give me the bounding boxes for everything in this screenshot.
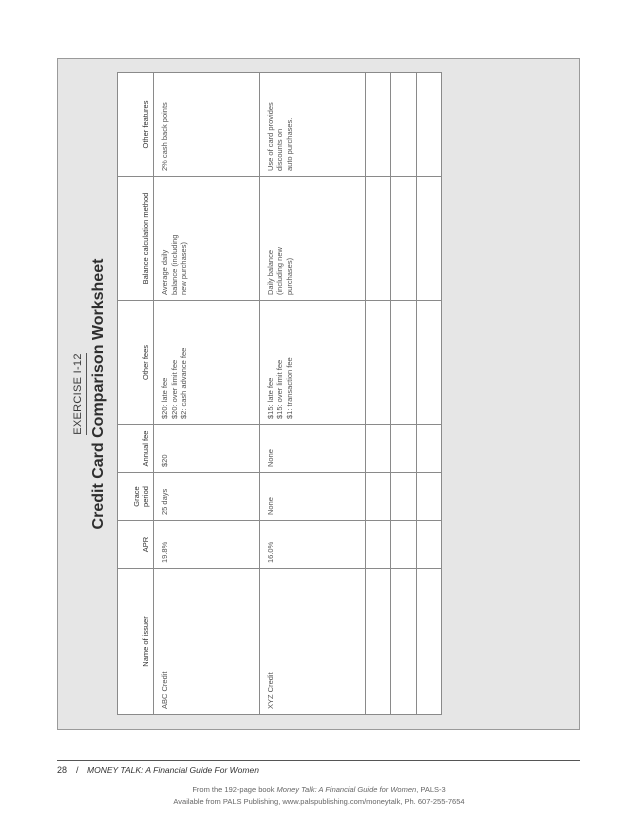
cell-text: discounts on xyxy=(275,128,285,171)
table-cell-other_fees[interactable] xyxy=(259,301,365,425)
table-cell-apr[interactable] xyxy=(154,521,260,569)
column-header-features: Other features xyxy=(118,73,154,177)
cell-text: (including new xyxy=(275,247,285,295)
table-cell-features[interactable] xyxy=(416,73,441,177)
cell-text: $15: over limit fee xyxy=(275,359,285,419)
header-row xyxy=(118,73,154,715)
credit-book-title: Money Talk: A Financial Guide for Women xyxy=(276,785,417,794)
footer-rule xyxy=(57,760,580,761)
table-cell-issuer[interactable] xyxy=(154,569,260,715)
table-cell-annual[interactable] xyxy=(391,425,416,473)
cell-text: None xyxy=(265,497,275,515)
worksheet-rotated xyxy=(68,73,442,715)
table-cell-issuer[interactable] xyxy=(365,569,390,715)
cell-text: $20 xyxy=(160,454,169,467)
table-cell-grace[interactable] xyxy=(365,473,390,521)
table-cell-grace[interactable] xyxy=(391,473,416,521)
credit-prefix: From the 192-page book xyxy=(192,785,277,794)
column-header-balance: Balance calculation method xyxy=(118,177,154,301)
page-number: 28 xyxy=(57,765,68,775)
table-cell-apr[interactable] xyxy=(391,521,416,569)
cell-text: 2% cash back points xyxy=(160,102,169,171)
table-cell-apr[interactable] xyxy=(416,521,441,569)
table-cell-grace[interactable] xyxy=(416,473,441,521)
table-cell-other_fees[interactable] xyxy=(154,301,260,425)
table-cell-balance[interactable] xyxy=(416,177,441,301)
table-cell-grace[interactable] xyxy=(259,473,365,521)
column-header-apr: APR xyxy=(118,521,154,569)
table-cell-other_fees[interactable] xyxy=(391,301,416,425)
worksheet-title: Credit Card Comparison Worksheet xyxy=(90,258,107,530)
table-cell-grace[interactable] xyxy=(154,473,260,521)
table-cell-annual[interactable] xyxy=(365,425,390,473)
source-credit xyxy=(0,785,638,794)
table-cell-apr[interactable] xyxy=(365,521,390,569)
cell-text: $2: cash advance fee xyxy=(179,347,188,419)
running-book-title: MONEY TALK: A Financial Guide For Women xyxy=(87,765,259,775)
cell-text: 16.0% xyxy=(265,541,275,563)
table-row xyxy=(391,73,416,715)
cell-text: 19.8% xyxy=(160,541,169,563)
cell-text: $15: late fee xyxy=(265,377,275,419)
table-cell-other_fees[interactable] xyxy=(416,301,441,425)
exercise-label: EXERCISE I-12 xyxy=(71,353,87,435)
cell-text: balance (including xyxy=(169,234,179,295)
credit-suffix: , PALS-3 xyxy=(416,785,446,794)
cell-text: $1: transaction fee xyxy=(284,357,294,419)
table-cell-annual[interactable] xyxy=(259,425,365,473)
cell-text: 25 days xyxy=(160,488,169,515)
table-cell-other_fees[interactable] xyxy=(365,301,390,425)
table-cell-features[interactable] xyxy=(259,73,365,177)
worksheet-heading xyxy=(68,73,109,715)
cell-text: Average daily xyxy=(160,249,169,295)
table-cell-annual[interactable] xyxy=(416,425,441,473)
column-header-annual: Annual fee xyxy=(118,425,154,473)
table-cell-balance[interactable] xyxy=(154,177,260,301)
cell-text: Daily balance xyxy=(265,249,275,295)
cell-text: None xyxy=(265,449,275,467)
comparison-table xyxy=(117,72,442,715)
cell-text: purchases) xyxy=(284,257,294,295)
table-cell-issuer[interactable] xyxy=(259,569,365,715)
table-cell-issuer[interactable] xyxy=(416,569,441,715)
cell-text: Use of card provides xyxy=(265,102,275,171)
cell-text: ABC Credit xyxy=(160,671,169,709)
table-cell-annual[interactable] xyxy=(154,425,260,473)
table-cell-balance[interactable] xyxy=(391,177,416,301)
table-cell-issuer[interactable] xyxy=(391,569,416,715)
cell-text: XYZ Credit xyxy=(265,672,275,709)
column-header-grace: Grace period xyxy=(118,473,154,521)
availability-line: Available from PALS Publishing, www.palspublishing.com/moneytalk, Ph. 607-255-7654 xyxy=(173,797,465,806)
page-separator: / xyxy=(76,765,79,775)
table-cell-balance[interactable] xyxy=(365,177,390,301)
table-row xyxy=(259,73,365,715)
cell-text: $20: over limit fee xyxy=(169,359,179,419)
table-cell-features[interactable] xyxy=(154,73,260,177)
table-row xyxy=(154,73,260,715)
table-cell-features[interactable] xyxy=(365,73,390,177)
table-cell-balance[interactable] xyxy=(259,177,365,301)
table-row xyxy=(365,73,390,715)
column-header-issuer: Name of issuer xyxy=(118,569,154,715)
table-row xyxy=(416,73,441,715)
table-cell-features[interactable] xyxy=(391,73,416,177)
table-cell-apr[interactable] xyxy=(259,521,365,569)
cell-text: auto purchases. xyxy=(284,117,294,171)
cell-text: new purchases) xyxy=(179,242,188,295)
column-header-other_fees: Other fees xyxy=(118,301,154,425)
cell-text: $20: late fee xyxy=(160,377,169,419)
